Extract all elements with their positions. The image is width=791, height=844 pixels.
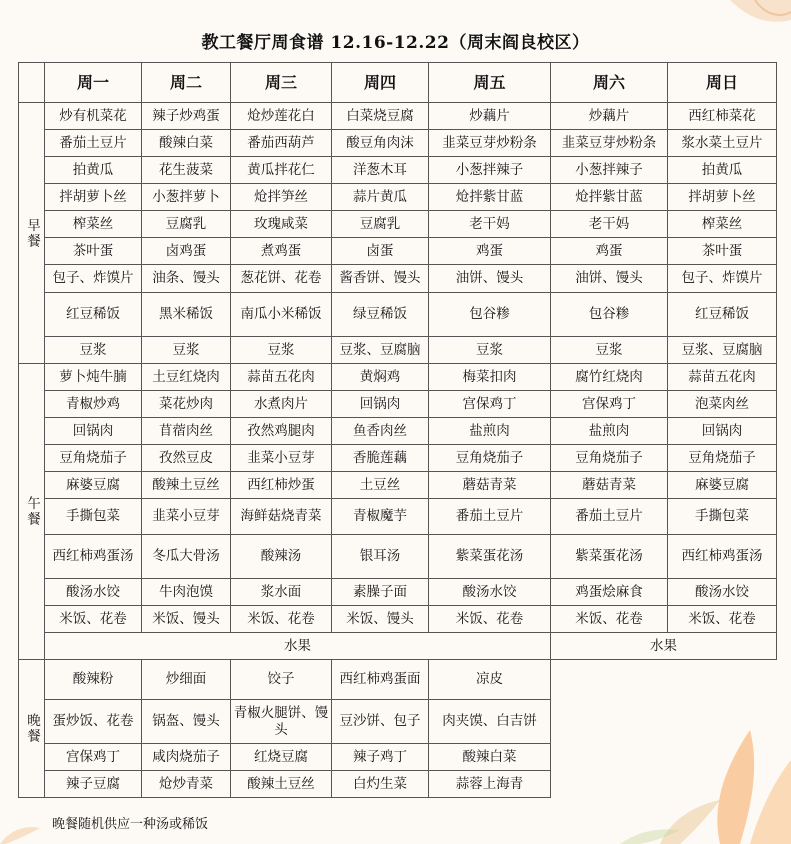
table-row	[19, 265, 777, 293]
lunch-dish: 回锅肉	[668, 418, 777, 445]
breakfast-dish: 小葱拌辣子	[429, 157, 551, 184]
breakfast-dish: 拍黄瓜	[668, 157, 777, 184]
dinner-dish: 白灼生菜	[332, 771, 429, 798]
breakfast-dish: 油饼、馒头	[429, 265, 551, 293]
day-header-thu: 周四	[332, 63, 429, 103]
breakfast-dish: 浆水菜土豆片	[668, 130, 777, 157]
fruit-weekend: 水果	[551, 633, 777, 660]
lunch-dish: 米饭、花卷	[45, 606, 142, 633]
table-row	[19, 391, 777, 418]
lunch-dish: 冬瓜大骨汤	[142, 535, 231, 579]
lunch-dish: 豆角烧茄子	[45, 445, 142, 472]
breakfast-dish: 豆浆	[231, 337, 332, 364]
empty-weekend-cell	[551, 744, 777, 771]
lunch-dish: 米饭、馒头	[332, 606, 429, 633]
breakfast-dish: 酱香饼、馒头	[332, 265, 429, 293]
dinner-dish: 豆沙饼、包子	[332, 700, 429, 744]
lunch-dish: 酸汤水饺	[429, 579, 551, 606]
dinner-dish: 蛋炒饭、花卷	[45, 700, 142, 744]
dinner-dish: 蒜蓉上海青	[429, 771, 551, 798]
breakfast-dish: 炝拌紫甘蓝	[429, 184, 551, 211]
lunch-dish: 紫菜蛋花汤	[429, 535, 551, 579]
dinner-dish: 西红柿鸡蛋面	[332, 660, 429, 700]
lunch-dish: 青椒魔芋	[332, 499, 429, 535]
breakfast-dish: 卤蛋	[332, 238, 429, 265]
table-row	[19, 606, 777, 633]
breakfast-dish: 小葱拌萝卜	[142, 184, 231, 211]
lunch-dish: 香脆莲藕	[332, 445, 429, 472]
day-header-sat: 周六	[551, 63, 668, 103]
lunch-dish: 韭菜小豆芽	[142, 499, 231, 535]
dinner-dish: 咸肉烧茄子	[142, 744, 231, 771]
breakfast-dish: 辣子炒鸡蛋	[142, 103, 231, 130]
lunch-dish: 麻婆豆腐	[668, 472, 777, 499]
day-header-mon: 周一	[45, 63, 142, 103]
breakfast-dish: 包谷糁	[551, 293, 668, 337]
table-row	[19, 472, 777, 499]
dinner-footnote: 晚餐随机供应一种汤或稀饭	[52, 817, 209, 832]
lunch-dish: 孜然鸡腿肉	[231, 418, 332, 445]
breakfast-dish: 红豆稀饭	[668, 293, 777, 337]
breakfast-dish: 豆腐乳	[142, 211, 231, 238]
menu-body	[19, 103, 777, 798]
breakfast-dish: 包子、炸馍片	[45, 265, 142, 293]
lunch-dish: 土豆红烧肉	[142, 364, 231, 391]
breakfast-dish: 豆浆	[142, 337, 231, 364]
dinner-dish: 宫保鸡丁	[45, 744, 142, 771]
breakfast-dish: 炝拌紫甘蓝	[551, 184, 668, 211]
lunch-dish: 西红柿鸡蛋汤	[668, 535, 777, 579]
breakfast-dish: 黑米稀饭	[142, 293, 231, 337]
table-row	[19, 337, 777, 364]
dinner-dish: 辣子鸡丁	[332, 744, 429, 771]
dinner-dish: 炝炒青菜	[142, 771, 231, 798]
breakfast-dish: 鸡蛋	[429, 238, 551, 265]
breakfast-dish: 拌胡萝卜丝	[668, 184, 777, 211]
breakfast-dish: 豆浆、豆腐脑	[668, 337, 777, 364]
lunch-dish: 西红柿鸡蛋汤	[45, 535, 142, 579]
table-row	[19, 130, 777, 157]
table-row	[19, 744, 777, 771]
breakfast-dish: 番茄土豆片	[45, 130, 142, 157]
table-row	[19, 418, 777, 445]
day-header-wed: 周三	[231, 63, 332, 103]
dinner-dish: 肉夹馍、白吉饼	[429, 700, 551, 744]
breakfast-dish: 茶叶蛋	[668, 238, 777, 265]
breakfast-dish: 韭菜豆芽炒粉条	[551, 130, 668, 157]
dinner-dish: 青椒火腿饼、馒头	[231, 700, 332, 744]
breakfast-dish: 煮鸡蛋	[231, 238, 332, 265]
breakfast-dish: 榨菜丝	[45, 211, 142, 238]
breakfast-dish: 黄瓜拌花仁	[231, 157, 332, 184]
empty-weekend-cell	[551, 700, 777, 744]
breakfast-dish: 韭菜豆芽炒粉条	[429, 130, 551, 157]
lunch-dish: 宫保鸡丁	[429, 391, 551, 418]
dinner-dish: 锅盔、馒头	[142, 700, 231, 744]
dinner-dish: 凉皮	[429, 660, 551, 700]
lunch-dish: 米饭、花卷	[551, 606, 668, 633]
table-row	[19, 579, 777, 606]
lunch-dish: 鱼香肉丝	[332, 418, 429, 445]
dinner-dish: 辣子豆腐	[45, 771, 142, 798]
breakfast-dish: 蒜片黄瓜	[332, 184, 429, 211]
lunch-dish: 素臊子面	[332, 579, 429, 606]
meal-label-breakfast: 早餐	[19, 103, 45, 364]
lunch-dish: 米饭、馒头	[142, 606, 231, 633]
lunch-dish: 米饭、花卷	[231, 606, 332, 633]
table-row	[19, 700, 777, 744]
lunch-dish: 米饭、花卷	[668, 606, 777, 633]
empty-weekend-cell	[551, 771, 777, 798]
breakfast-dish: 包子、炸馍片	[668, 265, 777, 293]
breakfast-dish: 炝炒莲花白	[231, 103, 332, 130]
lunch-dish: 青椒炒鸡	[45, 391, 142, 418]
lunch-dish: 牛肉泡馍	[142, 579, 231, 606]
lunch-dish: 孜然豆皮	[142, 445, 231, 472]
dinner-dish: 红烧豆腐	[231, 744, 332, 771]
breakfast-dish: 豆浆、豆腐脑	[332, 337, 429, 364]
table-row	[19, 445, 777, 472]
lunch-dish: 黄焖鸡	[332, 364, 429, 391]
table-row	[19, 238, 777, 265]
breakfast-dish: 洋葱木耳	[332, 157, 429, 184]
lunch-dish: 韭菜小豆芽	[231, 445, 332, 472]
breakfast-dish: 炒藕片	[551, 103, 668, 130]
lunch-dish: 手撕包菜	[45, 499, 142, 535]
fruit-weekday: 水果	[45, 633, 551, 660]
bottom-left-leaf-decoration	[0, 800, 60, 844]
table-row	[19, 211, 777, 238]
day-header-sun: 周日	[668, 63, 777, 103]
meal-label-lunch: 午餐	[19, 364, 45, 660]
breakfast-dish: 拌胡萝卜丝	[45, 184, 142, 211]
breakfast-dish: 绿豆稀饭	[332, 293, 429, 337]
lunch-dish: 豆角烧茄子	[551, 445, 668, 472]
day-header-tue: 周二	[142, 63, 231, 103]
lunch-dish: 盐煎肉	[551, 418, 668, 445]
lunch-dish: 蒜苗五花肉	[668, 364, 777, 391]
lunch-dish: 鸡蛋烩麻食	[551, 579, 668, 606]
lunch-dish: 梅菜扣肉	[429, 364, 551, 391]
breakfast-dish: 葱花饼、花卷	[231, 265, 332, 293]
lunch-dish: 水煮肉片	[231, 391, 332, 418]
menu-title: 教工餐厅周食谱 12.16-12.22（周末阎良校区）	[201, 33, 590, 53]
table-row	[19, 499, 777, 535]
lunch-dish: 蒜苗五花肉	[231, 364, 332, 391]
breakfast-dish: 老干妈	[429, 211, 551, 238]
dinner-dish: 酸辣白菜	[429, 744, 551, 771]
lunch-dish: 酸辣汤	[231, 535, 332, 579]
lunch-dish: 蘑菇青菜	[551, 472, 668, 499]
lunch-dish: 盐煎肉	[429, 418, 551, 445]
lunch-dish: 海鲜菇烧青菜	[231, 499, 332, 535]
lunch-dish: 菜花炒肉	[142, 391, 231, 418]
weekly-menu-table	[18, 62, 777, 798]
corner-cell	[19, 63, 45, 103]
lunch-dish: 酸辣土豆丝	[142, 472, 231, 499]
fruit-row	[19, 633, 777, 660]
table-row	[19, 103, 777, 130]
lunch-dish: 番茄土豆片	[551, 499, 668, 535]
lunch-dish: 蘑菇青菜	[429, 472, 551, 499]
breakfast-dish: 西红柿菜花	[668, 103, 777, 130]
lunch-dish: 宫保鸡丁	[551, 391, 668, 418]
lunch-dish: 番茄土豆片	[429, 499, 551, 535]
breakfast-dish: 白菜烧豆腐	[332, 103, 429, 130]
dinner-dish: 酸辣粉	[45, 660, 142, 700]
day-header-row	[19, 63, 777, 103]
lunch-dish: 酸汤水饺	[45, 579, 142, 606]
lunch-dish: 苜蓿肉丝	[142, 418, 231, 445]
breakfast-dish: 小葱拌辣子	[551, 157, 668, 184]
lunch-dish: 回锅肉	[332, 391, 429, 418]
breakfast-dish: 榨菜丝	[668, 211, 777, 238]
breakfast-dish: 南瓜小米稀饭	[231, 293, 332, 337]
meal-label-dinner: 晚餐	[19, 660, 45, 798]
table-row	[19, 157, 777, 184]
table-row	[19, 293, 777, 337]
lunch-dish: 浆水面	[231, 579, 332, 606]
lunch-dish: 米饭、花卷	[429, 606, 551, 633]
breakfast-dish: 豆浆	[429, 337, 551, 364]
lunch-dish: 腐竹红烧肉	[551, 364, 668, 391]
lunch-dish: 手撕包菜	[668, 499, 777, 535]
breakfast-dish: 卤鸡蛋	[142, 238, 231, 265]
dinner-dish: 饺子	[231, 660, 332, 700]
lunch-dish: 银耳汤	[332, 535, 429, 579]
breakfast-dish: 油条、馒头	[142, 265, 231, 293]
breakfast-dish: 拍黄瓜	[45, 157, 142, 184]
breakfast-dish: 包谷糁	[429, 293, 551, 337]
breakfast-dish: 酸豆角肉沫	[332, 130, 429, 157]
breakfast-dish: 花生菠菜	[142, 157, 231, 184]
breakfast-dish: 茶叶蛋	[45, 238, 142, 265]
table-row	[19, 660, 777, 700]
day-header-fri: 周五	[429, 63, 551, 103]
breakfast-dish: 炝拌笋丝	[231, 184, 332, 211]
lunch-dish: 紫菜蛋花汤	[551, 535, 668, 579]
table-row	[19, 364, 777, 391]
lunch-dish: 泡菜肉丝	[668, 391, 777, 418]
breakfast-dish: 豆腐乳	[332, 211, 429, 238]
lunch-dish: 土豆丝	[332, 472, 429, 499]
dinner-dish: 酸辣土豆丝	[231, 771, 332, 798]
lunch-dish: 西红柿炒蛋	[231, 472, 332, 499]
lunch-dish: 豆角烧茄子	[668, 445, 777, 472]
table-row	[19, 771, 777, 798]
breakfast-dish: 红豆稀饭	[45, 293, 142, 337]
breakfast-dish: 玫瑰咸菜	[231, 211, 332, 238]
breakfast-dish: 老干妈	[551, 211, 668, 238]
lunch-dish: 酸汤水饺	[668, 579, 777, 606]
breakfast-dish: 豆浆	[551, 337, 668, 364]
empty-weekend-cell	[551, 660, 777, 700]
breakfast-dish: 番茄西葫芦	[231, 130, 332, 157]
lunch-dish: 回锅肉	[45, 418, 142, 445]
breakfast-dish: 油饼、馒头	[551, 265, 668, 293]
breakfast-dish: 炒藕片	[429, 103, 551, 130]
breakfast-dish: 豆浆	[45, 337, 142, 364]
lunch-dish: 豆角烧茄子	[429, 445, 551, 472]
lunch-dish: 萝卜炖牛腩	[45, 364, 142, 391]
dinner-dish: 炒细面	[142, 660, 231, 700]
breakfast-dish: 鸡蛋	[551, 238, 668, 265]
breakfast-dish: 炒有机菜花	[45, 103, 142, 130]
table-row	[19, 184, 777, 211]
lunch-dish: 麻婆豆腐	[45, 472, 142, 499]
breakfast-dish: 酸辣白菜	[142, 130, 231, 157]
table-row	[19, 535, 777, 579]
